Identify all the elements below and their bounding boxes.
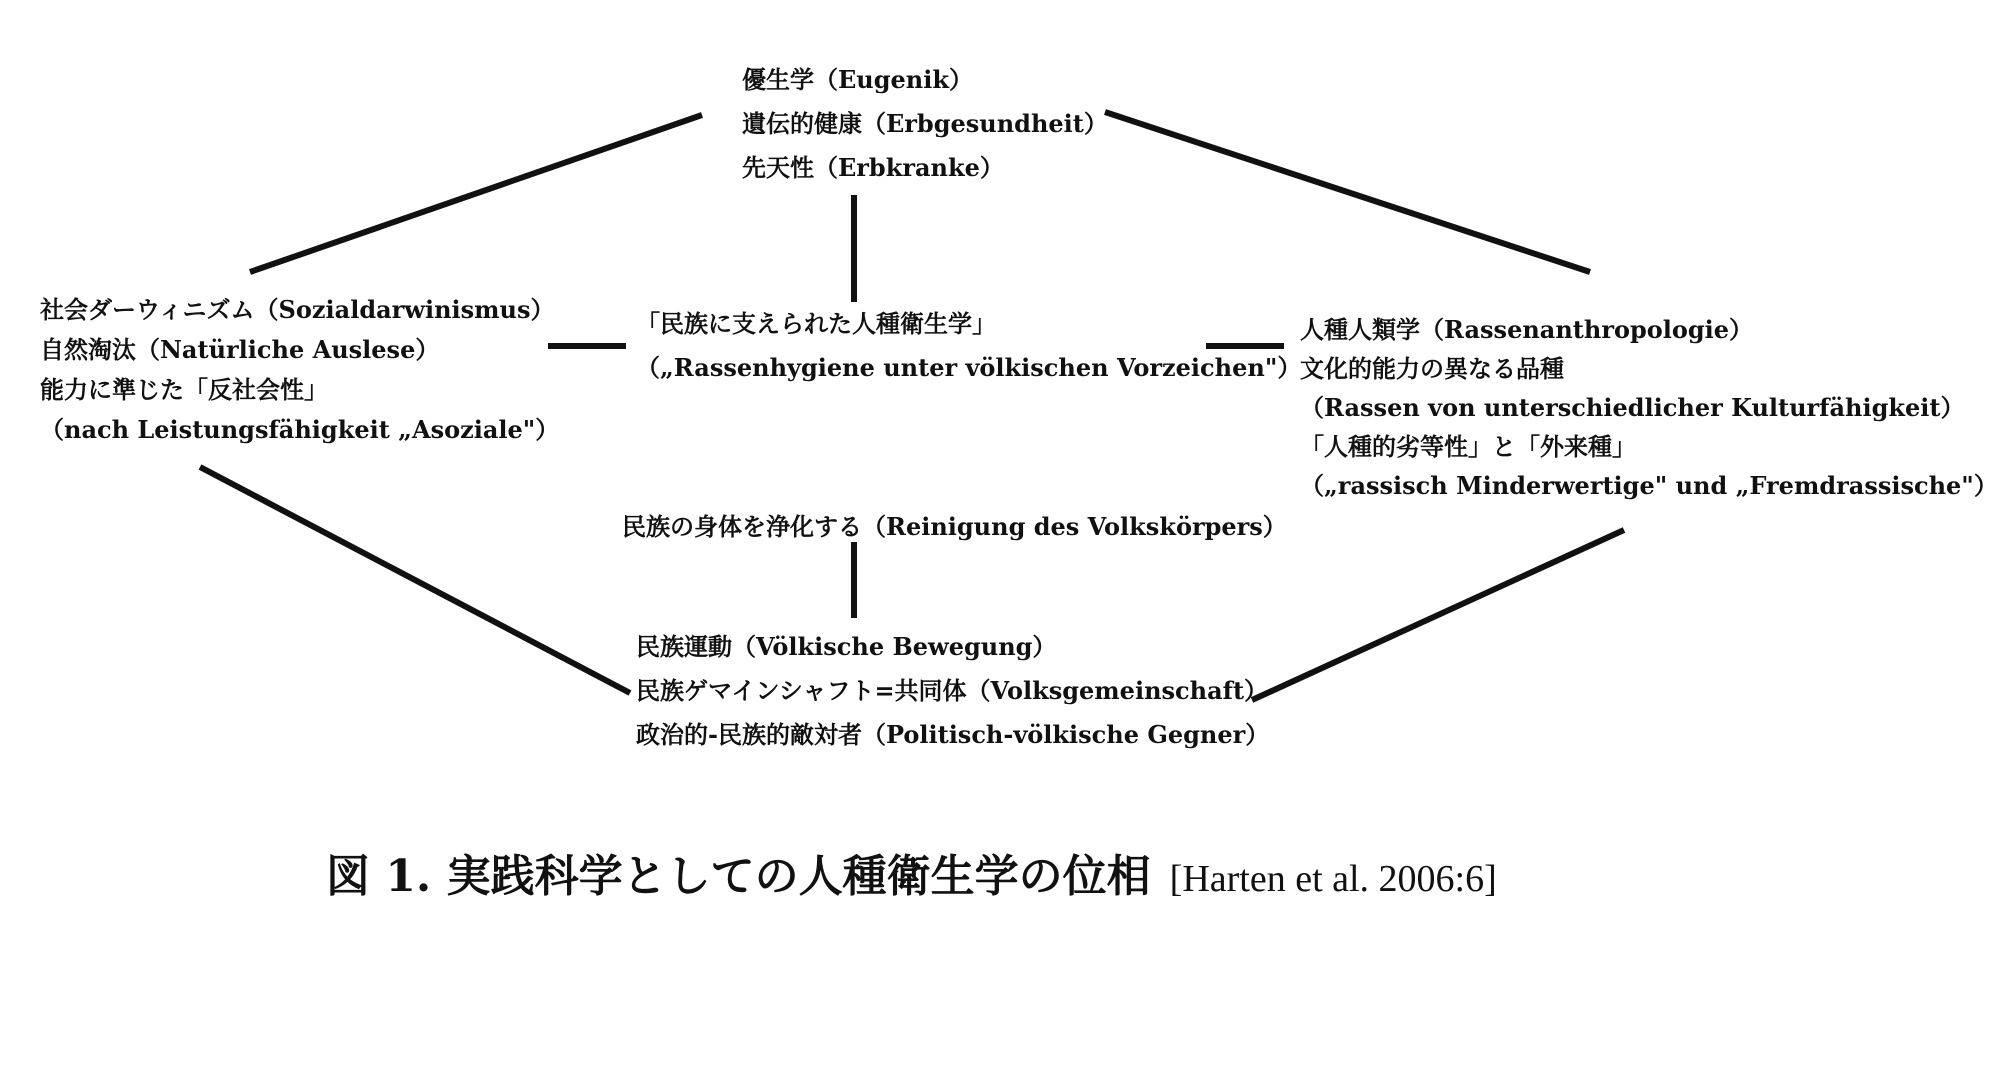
node-race-anthropology-line-2: 文化的能力の異なる品種 (1300, 354, 1564, 383)
node-race-anthropology-line-1: 人種人類学（Rassenanthropologie） (1300, 315, 1754, 344)
node-race-anthropology-line-5: （„rassisch Minderwertige" und „Fremdrassische"） (1300, 471, 1998, 500)
node-eugenics (742, 58, 1108, 190)
node-social-darwinism-line-2: 自然淘汰（Natürliche Auslese） (40, 335, 440, 364)
node-eugenics-line-2: 遺伝的健康（Erbgesundheit） (742, 109, 1108, 138)
node-racial-hygiene-line-2: （„Rassenhygiene unter völkischen Vorzeichen"） (636, 353, 1302, 382)
node-purification (622, 505, 1287, 549)
node-race-anthropology-line-4: 「人種的劣等性」と「外来種」 (1300, 432, 1636, 461)
node-social-darwinism-line-4: （nach Leistungsfähigkeit „Asoziale"） (40, 415, 560, 444)
edge-top-right (1105, 112, 1590, 272)
node-racial-hygiene-line-1: 「民族に支えられた人種衛生学」 (636, 309, 996, 338)
caption-title: 図 1. 実践科学としての人種衛生学の位相 (326, 851, 1151, 902)
node-volkisch-movement (636, 625, 1269, 757)
node-purification-line-1: 民族の身体を浄化する（Reinigung des Volkskörpers） (622, 512, 1287, 541)
node-volkisch-movement-line-1: 民族運動（Völkische Bewegung） (636, 632, 1057, 661)
figure-caption (326, 840, 1497, 904)
node-volkisch-movement-line-2: 民族ゲマインシャフト=共同体（Volksgemeinschaft） (636, 676, 1269, 705)
node-social-darwinism-line-3: 能力に準じた「反社会性」 (40, 375, 328, 404)
node-eugenics-line-1: 優生学（Eugenik） (742, 65, 973, 94)
node-race-anthropology-line-3: （Rassen von unterschiedlicher Kulturfähigkeit） (1300, 393, 1965, 422)
edge-right-bottom (1252, 530, 1624, 700)
node-racial-hygiene (636, 302, 1301, 390)
node-volkisch-movement-line-3: 政治的-民族的敵対者（Politisch-völkische Gegner） (636, 720, 1270, 749)
edge-left-bottom (200, 467, 630, 693)
edge-top-left (250, 115, 702, 272)
node-eugenics-line-3: 先天性（Erbkranke） (742, 153, 1004, 182)
caption-citation: [Harten et al. 2006:6] (1169, 858, 1497, 900)
node-social-darwinism-line-1: 社会ダーウィニズム（Sozialdarwinismus） (40, 295, 555, 324)
node-social-darwinism (40, 290, 559, 450)
node-race-anthropology (1300, 310, 1998, 505)
